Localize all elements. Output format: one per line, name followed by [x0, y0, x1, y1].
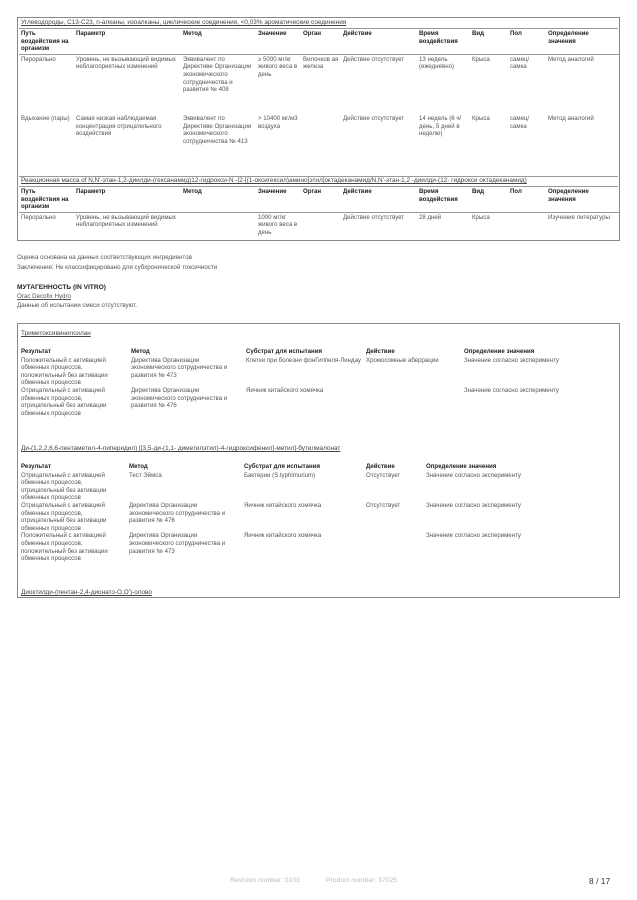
table-cell: Значение согласно эксперименту — [464, 386, 559, 394]
table-cell: Тест Эймса — [129, 471, 162, 479]
table-cell: Яичник китайского хомячка — [244, 501, 322, 509]
table-cell: Метод аналогий — [548, 55, 594, 63]
substance-title-bis-pentamethylpiperidyl: Ди-(1,2,2,6,6-пентаметил-4-пиперидил) [[3,5-ди-(1,1- диметилэтил)-4-гидроксифенил]-метил]-бутилмалонат — [21, 445, 341, 452]
assessment-note: Оценка основана на данных соответствующих ингредиентов — [17, 254, 192, 261]
section-title-reaction-mass: Реакционная масса of N,N'-этан-1,2-диилди-(гексанамид)12-гидрокси-N -[2-[(1-оксигексил)амино]этил]октадеканамид/N,N'-этан-1,2 -диилди-(12- гидрокси октадеканамид) — [21, 177, 527, 184]
table-cell: Изучение литературы — [548, 213, 610, 221]
col-header: Метод — [183, 30, 202, 37]
table-cell: Положительный с активацией обменных процессов, положительный без активации обменных процессов — [21, 532, 108, 563]
table-cell: Отсутствует — [366, 501, 401, 509]
col-header: Действие — [366, 463, 395, 470]
table-row — [19, 502, 617, 532]
table-row — [19, 357, 617, 387]
table-cell — [301, 212, 341, 237]
table-row — [19, 472, 617, 502]
col-header: Метод — [183, 188, 202, 195]
table-cell: ≥ 5000 мг/кг живого веса в день — [258, 55, 298, 78]
col-header: Орган — [303, 188, 322, 195]
table-cell: Крыса — [472, 115, 490, 123]
subchronic-toxicity-box — [17, 17, 620, 241]
col-header: Вид — [472, 30, 485, 37]
table-cell: Перорально — [21, 55, 56, 63]
table-cell — [181, 212, 256, 237]
table-cell: Метод аналогий — [548, 115, 594, 123]
col-header: Метод — [131, 348, 150, 355]
table-row — [19, 387, 617, 417]
table-cell: Яичник китайского хомячка — [244, 532, 322, 540]
col-header: Результат — [21, 463, 51, 470]
table-cell: Значение согласно эксперименту — [426, 471, 521, 479]
table-cell: Вилочков ая железа — [303, 55, 339, 71]
table-cell: Директива Организации экономического сотрудничества и развития № 473 — [131, 356, 228, 379]
table-cell: Отрицательный с активацией обменных процессов, отрицательный без активации обменных процессов — [21, 386, 107, 417]
table-cell: Директива Организации экономического сотрудничества и развития № 476 — [131, 386, 228, 410]
table-row — [19, 114, 619, 170]
mutagenicity-table-silane — [19, 348, 617, 417]
col-header: Субстрат для испытания — [246, 348, 322, 355]
table-cell: самец/ самка — [510, 115, 530, 130]
table-cell: Отрицательный с активацией обменных процессов, отрицательный без активации обменных процессов — [21, 471, 107, 502]
conclusion-note: Заключение: Не классифицировано для субхронической токсичности — [17, 264, 218, 271]
table-cell: > 10400 мг/м3 воздуха — [258, 115, 298, 130]
toxicity-table-hydrocarbons — [19, 29, 619, 170]
col-header: Значение — [258, 188, 287, 195]
table-row — [19, 212, 619, 237]
col-header: Параметр — [76, 188, 106, 195]
col-header: Определение значения — [548, 30, 589, 45]
section-title-hydrocarbons: Углеводороды, C13-C23, n-алканы, изоалканы, циклические соединения, <0,03% ароматические соединения — [21, 19, 347, 26]
col-header: Орган — [303, 30, 322, 37]
table-cell: Отрицательный с активацией обменных процессов, отрицательный без активации обменных процессов — [21, 501, 107, 532]
table-header-row — [19, 463, 617, 472]
table-cell — [364, 532, 424, 562]
table-cell: Отсутствует — [366, 471, 401, 479]
table-cell: Эквивалент по Директиве Организации экономического сотрудничества № 413 — [183, 115, 252, 146]
product-name: Orac Decofix Hydro — [17, 293, 71, 300]
table-cell: Положительный с активацией обменных процессов, положительный без активации обменных процессов — [21, 356, 108, 387]
toxicity-table-reaction-mass — [19, 187, 619, 238]
substance-title-dioctyltin: Диоктилди-(пентан-2,4-дионато-O,O')-олово — [21, 589, 152, 596]
mutagenicity-table-malonate — [19, 463, 617, 563]
col-header: Путь воздействия на организм — [21, 30, 69, 53]
table-cell: Значение согласно эксперименту — [426, 532, 521, 540]
table-header-row — [19, 348, 617, 357]
table-header-row — [19, 29, 619, 54]
table-cell: 13 недель (ежедневно) — [419, 55, 455, 71]
table-cell: 1000 мг/кг живого веса в день — [258, 213, 298, 236]
col-header: Путь воздействия на организм — [21, 188, 69, 211]
col-header: Результат — [21, 348, 51, 355]
col-header: Действие — [343, 30, 372, 37]
table-cell: Действие отсутствует — [343, 213, 405, 221]
table-cell: самец/ самка — [510, 55, 530, 71]
col-header: Определение значения — [426, 463, 497, 470]
table-cell: Уровень, не вызывающий видимых неблагоприятных изменений — [76, 213, 176, 229]
col-header: Время воздействия — [419, 188, 458, 203]
col-header: Значение — [258, 30, 287, 37]
col-header: Вид — [472, 188, 485, 195]
table-cell: Клетки при болезни фонГиппеля-Линдау — [246, 356, 361, 364]
table-cell: Директива Организации экономического сотрудничества и развития № 473 — [129, 532, 226, 555]
table-cell: Значение согласно эксперименту — [426, 501, 521, 509]
table-cell: 28 дней — [419, 213, 442, 221]
table-cell: Эквивалент по Директиве Организации экономического сотрудничества и развития № 408 — [183, 55, 252, 94]
table-cell — [508, 212, 546, 237]
col-header: Определение значения — [464, 348, 535, 355]
table-cell: Действие отсутствует — [343, 55, 405, 63]
table-cell: Директива Организации экономического сотрудничества и развития № 476 — [129, 501, 226, 525]
table-cell: 14 недель (6 ч/день, 5 дней в неделю) — [419, 115, 462, 138]
table-cell: Перорально — [21, 213, 56, 221]
col-header: Определение значения — [548, 188, 589, 203]
table-cell: Вдыхание (пары) — [21, 115, 70, 123]
col-header: Пол — [510, 30, 522, 37]
table-cell: Бактерии (S.typhimurium) — [244, 471, 316, 479]
table-cell: Крыса — [472, 213, 490, 221]
table-cell: Крыса — [472, 55, 490, 63]
table-header-row — [19, 187, 619, 212]
col-header: Метод — [129, 463, 148, 470]
table-cell — [301, 114, 341, 170]
product-number: Product number: 37025 — [326, 877, 398, 884]
table-cell: Хромосомные аберрации — [366, 356, 439, 364]
mutagenicity-box — [17, 323, 620, 598]
substance-title-trimethoxyvinylsilane: Триметоксивинилсилан — [21, 330, 91, 337]
col-header: Действие — [343, 188, 372, 195]
table-cell: Яичник китайского хомячка — [246, 386, 324, 394]
table-cell: Действие отсутствует — [343, 115, 405, 123]
table-cell: Уровень, не вызывающий видимых неблагоприятных изменений — [76, 55, 176, 71]
col-header: Субстрат для испытания — [244, 463, 320, 470]
table-row — [19, 54, 619, 114]
table-row — [19, 532, 617, 562]
mutagenicity-heading: МУТАГЕННОСТЬ (IN VITRO) — [17, 284, 106, 291]
col-header: Пол — [510, 188, 522, 195]
table-cell — [364, 387, 462, 417]
page-number: 8 / 17 — [589, 876, 611, 886]
col-header: Время воздействия — [419, 30, 458, 45]
table-cell: Значение согласно эксперименту — [464, 356, 559, 364]
table-cell: Самая низкая наблюдаемая концентрация отрицательного воздействия — [76, 115, 162, 138]
revision-number: Revision number: 0103 — [230, 877, 300, 884]
col-header: Действие — [366, 348, 395, 355]
mixture-note: Данные об испытании смеси отсутствуют. — [17, 302, 138, 309]
col-header: Параметр — [76, 30, 106, 37]
